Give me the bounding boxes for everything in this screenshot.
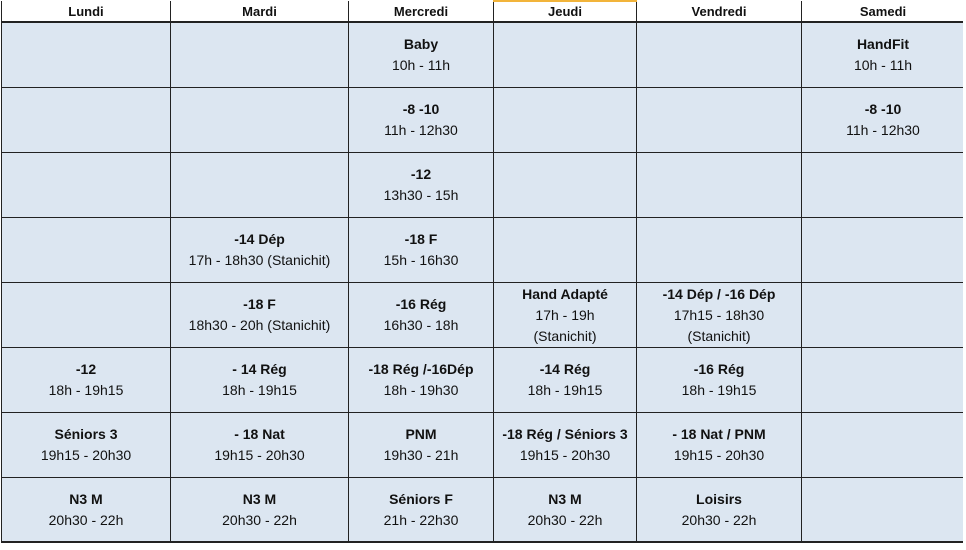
session-time: 10h - 11h: [391, 57, 451, 73]
session-title: -12: [410, 166, 432, 182]
session-title: -8 -10: [864, 101, 902, 117]
session-title: - 18 Nat: [234, 426, 285, 442]
session-cell[interactable]: [2, 413, 171, 478]
session-title: Baby: [403, 36, 439, 52]
session-cell[interactable]: [349, 348, 494, 413]
session-cell[interactable]: [171, 348, 349, 413]
session-note: (Stanichit): [533, 327, 597, 344]
session-cell[interactable]: [637, 283, 802, 348]
session-cell[interactable]: [349, 88, 494, 153]
session-cell[interactable]: [2, 478, 171, 543]
schedule-row: [2, 88, 965, 153]
empty-cell[interactable]: [637, 22, 802, 88]
session-time: 21h - 22h30: [383, 511, 459, 528]
header-row: [2, 1, 965, 22]
session-title: - 14 Rég: [232, 361, 287, 377]
session-time: 16h30 - 18h: [383, 317, 459, 333]
session-cell[interactable]: [494, 413, 637, 478]
session-time: 20h30 - 22h: [222, 511, 297, 528]
session-time: 13h30 - 15h: [383, 187, 459, 203]
empty-cell[interactable]: [802, 283, 965, 348]
session-cell[interactable]: [171, 413, 349, 478]
session-cell[interactable]: [494, 283, 637, 348]
session-title: HandFit: [856, 36, 910, 52]
session-title: N3 M: [548, 490, 582, 507]
session-cell[interactable]: [349, 413, 494, 478]
session-cell[interactable]: [802, 22, 965, 88]
session-title: Loisirs: [696, 490, 742, 507]
session-time: 19h15 - 20h30: [214, 447, 305, 463]
session-time: 15h - 16h30: [383, 252, 459, 268]
empty-cell[interactable]: [2, 88, 171, 153]
session-time: 20h30 - 22h: [681, 511, 757, 528]
session-time: 18h - 19h15: [48, 382, 124, 398]
session-time: 20h30 - 22h: [527, 511, 603, 528]
session-cell[interactable]: [349, 283, 494, 348]
session-title: - 18 Nat / PNM: [672, 426, 766, 442]
schedule-row: [2, 478, 965, 543]
empty-cell[interactable]: [494, 153, 637, 218]
schedule-row: [2, 153, 965, 218]
empty-cell[interactable]: [637, 88, 802, 153]
session-title: Séniors 3: [54, 426, 118, 442]
empty-cell[interactable]: [802, 348, 965, 413]
empty-cell[interactable]: [494, 88, 637, 153]
session-title: -18 Rég /-16Dép: [368, 361, 474, 377]
session-title: -18 F: [404, 231, 438, 247]
session-cell[interactable]: [2, 348, 171, 413]
schedule-body: [2, 22, 965, 542]
schedule-row: [2, 348, 965, 413]
empty-cell[interactable]: [802, 413, 965, 478]
empty-cell[interactable]: [171, 88, 349, 153]
session-time: 18h - 19h15: [681, 382, 757, 398]
session-title: Hand Adapté: [522, 285, 608, 302]
session-title: -14 Dép: [234, 231, 285, 247]
session-cell[interactable]: [349, 22, 494, 88]
session-cell[interactable]: [349, 153, 494, 218]
empty-cell[interactable]: [802, 478, 965, 543]
session-title: -12: [75, 361, 97, 377]
session-time: 19h15 - 20h30: [673, 447, 765, 463]
session-title: -18 F: [243, 296, 276, 312]
session-time: 11h - 12h30: [846, 122, 920, 138]
empty-cell[interactable]: [2, 22, 171, 88]
day-header-samedi[interactable]: Samedi: [802, 1, 965, 22]
day-header-vendredi[interactable]: Vendredi: [637, 1, 802, 22]
session-title: -14 Rég: [539, 361, 591, 377]
empty-cell[interactable]: [494, 218, 637, 283]
session-time: 18h - 19h15: [527, 382, 603, 398]
session-cell[interactable]: [171, 478, 349, 543]
day-header-jeudi[interactable]: Jeudi: [494, 1, 637, 22]
session-cell[interactable]: [349, 478, 494, 543]
session-title: -14 Dép / -16 Dép: [662, 285, 776, 302]
session-cell[interactable]: [637, 348, 802, 413]
schedule-row: [2, 283, 965, 348]
schedule-row: [2, 22, 965, 88]
empty-cell[interactable]: [171, 153, 349, 218]
session-time: 19h30 - 21h: [383, 447, 459, 463]
session-title: -16 Rég: [395, 296, 447, 312]
empty-cell[interactable]: [2, 283, 171, 348]
session-cell[interactable]: [171, 218, 349, 283]
empty-cell[interactable]: [802, 153, 965, 218]
session-title: -8 -10: [402, 101, 440, 117]
session-time: 18h - 19h15: [222, 382, 297, 398]
session-time: 18h - 19h30: [383, 382, 459, 398]
session-time: 20h30 - 22h: [48, 511, 124, 528]
session-title: N3 M: [69, 490, 103, 507]
day-header-mardi[interactable]: Mardi: [171, 1, 349, 22]
session-time: 19h15 - 20h30: [40, 447, 132, 463]
session-time: 17h - 18h30 (Stanichit): [188, 252, 331, 268]
session-note: (Stanichit): [687, 327, 751, 344]
session-title: -18 Rég / Séniors 3: [502, 426, 628, 442]
session-cell[interactable]: [171, 283, 349, 348]
empty-cell[interactable]: [637, 218, 802, 283]
empty-cell[interactable]: [171, 22, 349, 88]
schedule-row: [2, 413, 965, 478]
schedule-row: [2, 218, 965, 283]
session-title: PNM: [405, 426, 437, 442]
session-title: -16 Rég: [693, 361, 745, 377]
empty-cell[interactable]: [2, 153, 171, 218]
session-time: 10h - 11h: [853, 57, 913, 73]
session-time: 11h - 12h30: [384, 122, 458, 138]
empty-cell[interactable]: [2, 218, 171, 283]
empty-cell[interactable]: [637, 153, 802, 218]
session-cell[interactable]: [802, 88, 965, 153]
day-header-mercredi[interactable]: Mercredi: [349, 1, 494, 22]
session-cell[interactable]: [349, 218, 494, 283]
session-title: N3 M: [242, 490, 277, 507]
session-cell[interactable]: [494, 478, 637, 543]
session-title: Séniors F: [389, 490, 453, 507]
session-cell[interactable]: [637, 413, 802, 478]
session-cell[interactable]: [637, 478, 802, 543]
session-time: 17h - 19h: [535, 306, 595, 323]
schedule-table: [1, 0, 965, 543]
session-cell[interactable]: [494, 348, 637, 413]
session-time: 18h30 - 20h (Stanichit): [188, 317, 331, 333]
day-header-lundi[interactable]: Lundi: [2, 1, 171, 22]
empty-cell[interactable]: [802, 218, 965, 283]
session-time: 17h15 - 18h30: [673, 306, 765, 323]
session-time: 19h15 - 20h30: [519, 447, 611, 463]
empty-cell[interactable]: [494, 22, 637, 88]
